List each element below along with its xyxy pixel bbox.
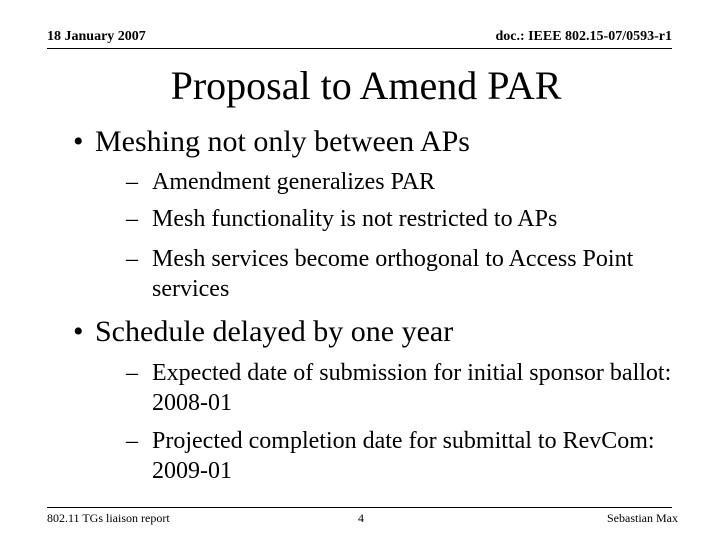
- sub-bullet-text: Amendment generalizes PAR: [152, 169, 436, 195]
- sub-bullet-symbol: –: [126, 169, 138, 195]
- bullet-text: Meshing not only between APs: [95, 125, 470, 158]
- header-divider: [47, 48, 672, 49]
- sub-bullet-text: Projected completion date for submittal to RevCom: 2009-01: [152, 428, 655, 484]
- sub-bullet-text: Mesh functionality is not restricted to APs: [152, 206, 558, 232]
- bullet-symbol: •: [73, 315, 84, 348]
- footer-divider: [47, 507, 672, 508]
- header-doc-id: doc.: IEEE 802.15-07/0593-r1: [495, 29, 672, 44]
- sub-bullet-symbol: –: [126, 206, 138, 232]
- sub-bullet-symbol: –: [126, 246, 138, 272]
- sub-bullet-symbol: –: [126, 360, 138, 386]
- bullet-symbol: •: [73, 125, 84, 158]
- slide-title: Proposal to Amend PAR: [170, 63, 562, 108]
- footer-report-title: 802.11 TGs liaison report: [47, 511, 170, 525]
- footer-author: Sebastian Max: [607, 511, 678, 525]
- sub-bullet-symbol: –: [126, 428, 138, 454]
- footer-page-number: 4: [358, 511, 364, 525]
- bullet-text: Schedule delayed by one year: [95, 315, 454, 348]
- header-date: 18 January 2007: [47, 29, 146, 44]
- sub-bullet-text: Expected date of submission for initial sponsor ballot: 2008-01: [152, 360, 672, 416]
- sub-bullet-text: Mesh services become orthogonal to Access Point services: [152, 246, 634, 302]
